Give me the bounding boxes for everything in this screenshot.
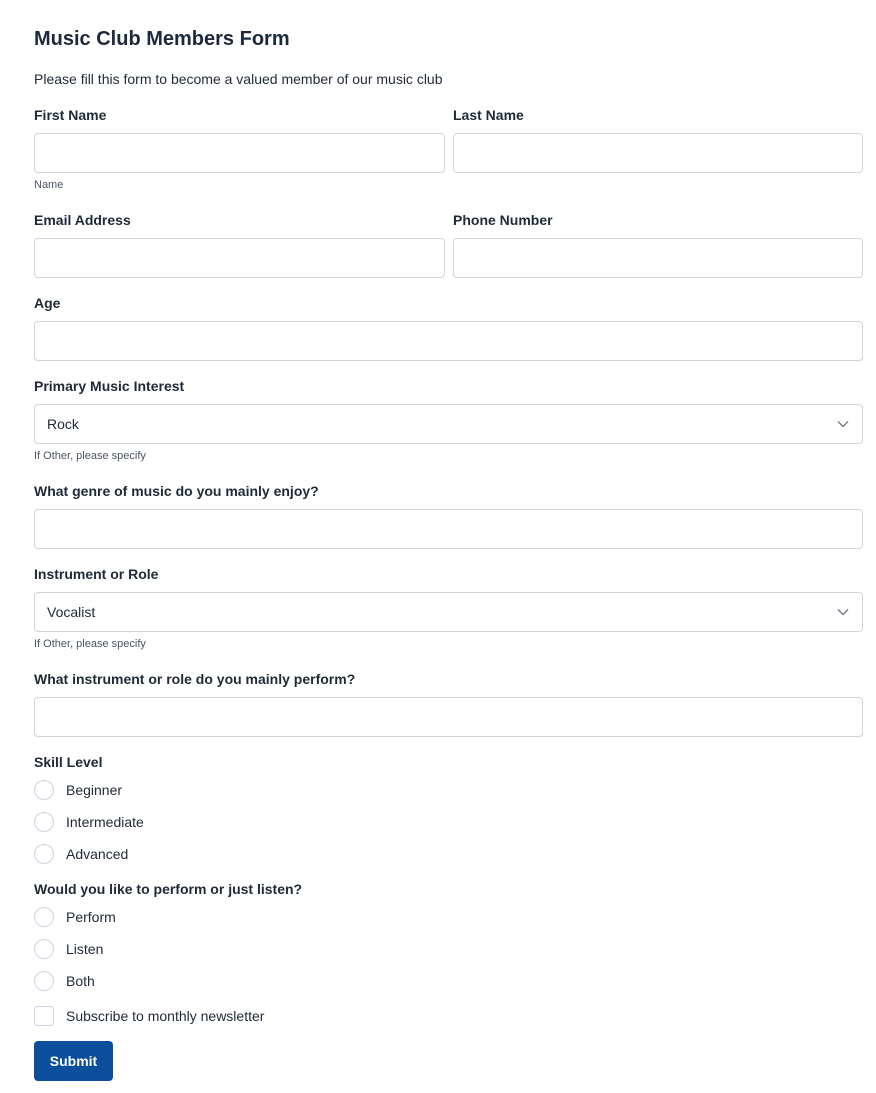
- radio-button[interactable]: [34, 812, 54, 832]
- chevron-down-icon: [836, 417, 850, 431]
- last-name-input[interactable]: [453, 133, 863, 173]
- form-description: Please fill this form to become a valued member of our music club: [34, 71, 443, 87]
- phone-label: Phone Number: [453, 212, 553, 228]
- instrument-select[interactable]: [34, 592, 863, 632]
- newsletter-label: Subscribe to monthly newsletter: [66, 1008, 265, 1024]
- radio-button[interactable]: [34, 907, 54, 927]
- primary-interest-selected: Rock: [47, 416, 79, 432]
- first-name-hint: Name: [34, 179, 64, 191]
- radio-button[interactable]: [34, 971, 54, 991]
- instrument-other-input[interactable]: [34, 697, 863, 737]
- radio-label: Perform: [66, 909, 116, 925]
- chevron-down-icon: [836, 605, 850, 619]
- email-label: Email Address: [34, 212, 131, 228]
- perform-listen-option-both[interactable]: [34, 971, 95, 991]
- radio-label: Beginner: [66, 782, 123, 798]
- newsletter-checkbox[interactable]: [34, 1006, 54, 1026]
- instrument-other-label: What instrument or role do you mainly perform?: [34, 671, 356, 687]
- radio-label: Both: [66, 973, 95, 989]
- skill-level-option-advanced[interactable]: [34, 844, 128, 864]
- perform-listen-option-perform[interactable]: [34, 907, 116, 927]
- radio-label: Advanced: [66, 846, 129, 862]
- radio-label: Listen: [66, 941, 104, 957]
- page-title: Music Club Members Form: [34, 28, 290, 50]
- genre-input[interactable]: [34, 509, 863, 549]
- instrument-label: Instrument or Role: [34, 566, 159, 582]
- perform-listen-option-listen[interactable]: [34, 939, 103, 959]
- first-name-input[interactable]: [34, 133, 445, 173]
- skill-level-label: Skill Level: [34, 754, 103, 770]
- email-input[interactable]: [34, 238, 445, 278]
- perform-listen-label: Would you like to perform or just listen?: [34, 881, 303, 897]
- primary-interest-label: Primary Music Interest: [34, 378, 185, 394]
- instrument-selected: Vocalist: [47, 604, 96, 620]
- genre-label: What genre of music do you mainly enjoy?: [34, 483, 319, 499]
- age-input[interactable]: [34, 321, 863, 361]
- instrument-hint: If Other, please specify: [34, 638, 146, 650]
- age-label: Age: [34, 295, 61, 311]
- primary-interest-select[interactable]: [34, 404, 863, 444]
- first-name-label: First Name: [34, 107, 107, 123]
- phone-input[interactable]: [453, 238, 863, 278]
- skill-level-option-beginner[interactable]: [34, 780, 122, 800]
- newsletter-checkbox-row[interactable]: [34, 1006, 264, 1026]
- radio-button[interactable]: [34, 939, 54, 959]
- skill-level-option-intermediate[interactable]: [34, 812, 144, 832]
- submit-button[interactable]: Submit: [34, 1041, 113, 1081]
- last-name-label: Last Name: [453, 107, 524, 123]
- radio-button[interactable]: [34, 844, 54, 864]
- radio-label: Intermediate: [66, 814, 144, 830]
- primary-interest-hint: If Other, please specify: [34, 450, 146, 462]
- radio-button[interactable]: [34, 780, 54, 800]
